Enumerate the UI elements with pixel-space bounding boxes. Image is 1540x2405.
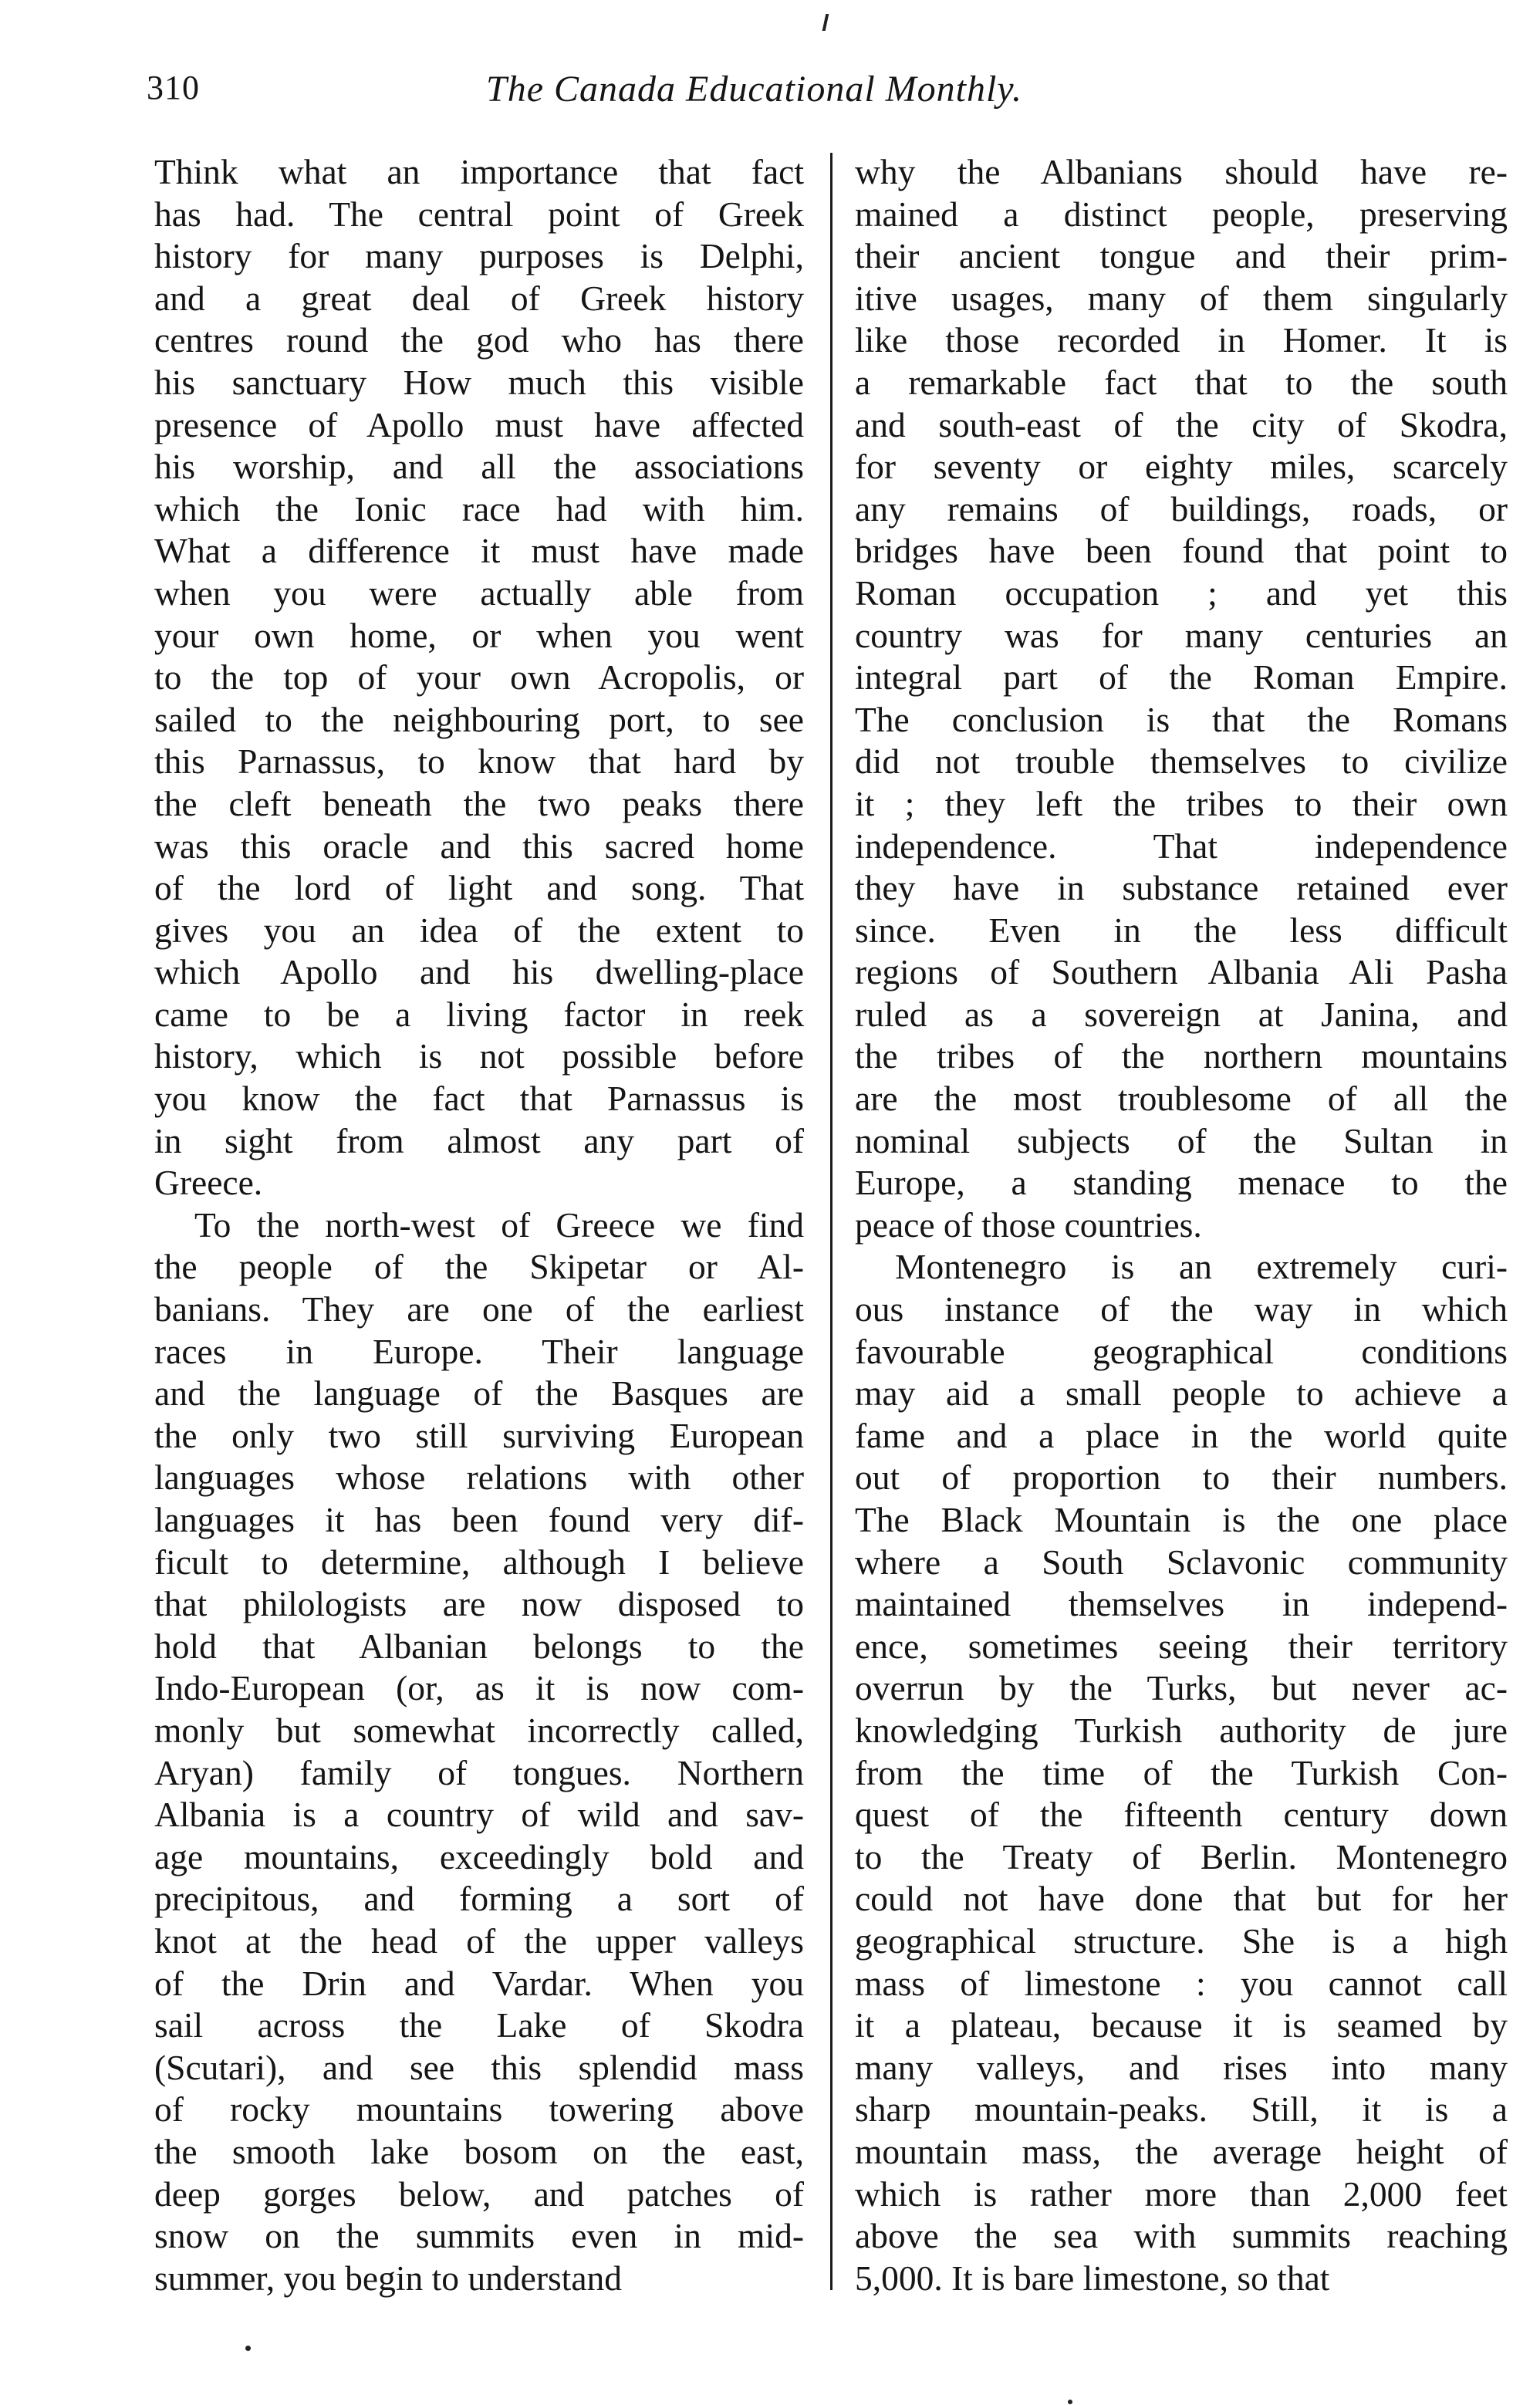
text-line: knot at the head of the upper valleys	[154, 1920, 804, 1961]
text-line: mained a distinct people, preserving	[855, 194, 1508, 234]
text-line: the smooth lake bosom on the east,	[154, 2131, 804, 2171]
text-line: sail across the Lake of Skodra	[154, 2005, 804, 2045]
text-line: ence, sometimes seeing their territory	[855, 1626, 1508, 1666]
text-line: geographical structure. She is a high	[855, 1920, 1508, 1961]
text-line: your own home, or when you went	[154, 615, 804, 655]
text-line: deep gorges below, and patches of	[154, 2174, 804, 2214]
text-line: the people of the Skipetar or Al-	[154, 1247, 804, 1287]
text-line: 5,000. It is bare limestone, so that	[855, 2258, 1330, 2298]
text-line: centres round the god who has there	[154, 320, 804, 360]
text-line: you know the fact that Parnassus is	[154, 1079, 804, 1119]
text-line: languages whose relations with other	[154, 1458, 804, 1498]
text-line: sailed to the neighbouring port, to see	[154, 699, 804, 739]
text-line: they have in substance retained ever	[855, 868, 1508, 908]
text-line: to the Treaty of Berlin. Montenegro	[855, 1836, 1508, 1876]
text-line: gives you an idea of the extent to	[154, 910, 804, 950]
text-line: came to be a living factor in reek	[154, 994, 804, 1034]
text-line: mass of limestone : you cannot call	[855, 1963, 1508, 2003]
text-line: hold that Albanian belongs to the	[154, 1626, 804, 1666]
text-line: of rocky mountains towering above	[154, 2089, 804, 2130]
text-line: independence. That independence	[855, 826, 1508, 866]
page-header	[147, 68, 1354, 122]
text-line: like those recorded in Homer. It is	[855, 320, 1508, 360]
text-line: ous instance of the way in which	[855, 1289, 1508, 1329]
text-line: fame and a place in the world quite	[855, 1415, 1508, 1455]
text-line: to the top of your own Acropolis, or	[154, 657, 804, 698]
text-line: country was for many centuries an	[855, 615, 1508, 655]
text-line: quest of the fifteenth century down	[855, 1795, 1508, 1835]
text-line: Indo-European (or, as it is now com-	[154, 1668, 804, 1708]
text-line: maintained themselves in independ-	[855, 1584, 1508, 1624]
text-line: their ancient tongue and their prim-	[855, 236, 1508, 276]
text-line: favourable geographical conditions	[855, 1331, 1508, 1371]
text-line: his worship, and all the associations	[154, 447, 804, 487]
text-line: any remains of buildings, roads, or	[855, 488, 1508, 529]
text-line: mountain mass, the average height of	[855, 2131, 1508, 2171]
text-line: of the lord of light and song. That	[154, 868, 804, 908]
text-line: it ; they left the tribes to their own	[855, 783, 1508, 823]
text-line: history for many purposes is Delphi,	[154, 236, 804, 276]
text-line: nominal subjects of the Sultan in	[855, 1120, 1508, 1160]
text-line: Think what an importance that fact	[154, 152, 804, 191]
text-line: precipitous, and forming a sort of	[154, 1879, 804, 1919]
text-line: that philologists are now disposed to	[154, 1584, 804, 1624]
running-title: The Canada Educational Monthly.	[486, 69, 1022, 110]
text-line: a remarkable fact that to the south	[855, 362, 1508, 402]
text-line: why the Albanians should have re-	[855, 152, 1508, 191]
text-line: this Parnassus, to know that hard by	[154, 741, 804, 782]
text-line: ruled as a sovereign at Janina, and	[855, 994, 1508, 1034]
text-line: Montenegro is an extremely curi-	[895, 1247, 1508, 1287]
text-line: (Scutari), and see this splendid mass	[154, 2047, 804, 2087]
text-line: Roman occupation ; and yet this	[855, 573, 1508, 613]
text-line: of the Drin and Vardar. When you	[154, 1963, 804, 2003]
text-line: did not trouble themselves to civilize	[855, 741, 1508, 782]
text-line: Aryan) family of tongues. Northern	[154, 1752, 804, 1792]
right-column	[855, 151, 1508, 2298]
text-line: the only two still surviving European	[154, 1415, 804, 1455]
text-line: which the Ionic race had with him.	[154, 488, 804, 529]
text-line: sharp mountain-peaks. Still, it is a	[855, 2089, 1508, 2130]
text-line: out of proportion to their numbers.	[855, 1458, 1508, 1498]
text-line: since. Even in the less difficult	[855, 910, 1508, 950]
text-line: snow on the summits even in mid-	[154, 2216, 804, 2256]
text-line: are the most troublesome of all the	[855, 1079, 1508, 1119]
text-line: in sight from almost any part of	[154, 1120, 804, 1160]
text-line: and the language of the Basques are	[154, 1373, 804, 1414]
column-divider	[830, 153, 832, 2290]
print-speck	[245, 2346, 251, 2351]
page-number: 310	[147, 69, 200, 106]
text-line: was this oracle and this sacred home	[154, 826, 804, 866]
text-line: when you were actually able from	[154, 573, 804, 613]
text-line: age mountains, exceedingly bold and	[154, 1836, 804, 1876]
printer-mark	[822, 14, 829, 31]
text-line: integral part of the Roman Empire.	[855, 657, 1508, 698]
text-line: has had. The central point of Greek	[154, 194, 804, 234]
text-line: What a difference it must have made	[154, 531, 804, 571]
text-line: the cleft beneath the two peaks there	[154, 783, 804, 823]
text-line: knowledging Turkish authority de jure	[855, 1710, 1508, 1750]
text-line: may aid a small people to achieve a	[855, 1373, 1508, 1414]
text-line: and south-east of the city of Skodra,	[855, 404, 1508, 444]
text-line: which Apollo and his dwelling-place	[154, 952, 804, 992]
text-line: ficult to determine, although I believe	[154, 1542, 804, 1582]
text-line: many valleys, and rises into many	[855, 2047, 1508, 2087]
text-line: banians. They are one of the earliest	[154, 1289, 804, 1329]
text-line: The Black Mountain is the one place	[855, 1500, 1508, 1539]
text-line: for seventy or eighty miles, scarcely	[855, 447, 1508, 487]
text-line: it a plateau, because it is seamed by	[855, 2005, 1508, 2045]
text-line: Europe, a standing menace to the	[855, 1163, 1508, 1203]
text-line: which is rather more than 2,000 feet	[855, 2174, 1508, 2214]
text-line: presence of Apollo must have affected	[154, 404, 804, 444]
text-line: The conclusion is that the Romans	[855, 699, 1508, 739]
text-line: languages it has been found very dif-	[154, 1500, 804, 1539]
text-line: monly but somewhat incorrectly called,	[154, 1710, 804, 1750]
text-line: from the time of the Turkish Con-	[855, 1752, 1508, 1792]
text-line: history, which is not possible before	[154, 1036, 804, 1076]
text-line: the tribes of the northern mountains	[855, 1036, 1508, 1076]
text-line: summer, you begin to understand	[154, 2258, 623, 2298]
text-line: and a great deal of Greek history	[154, 278, 804, 318]
text-line: Albania is a country of wild and sav-	[154, 1795, 804, 1835]
left-column	[154, 151, 804, 2298]
text-line: his sanctuary How much this visible	[154, 362, 804, 402]
text-line: could not have done that but for her	[855, 1879, 1508, 1919]
text-line: races in Europe. Their language	[154, 1331, 804, 1371]
text-line: itive usages, many of them singularly	[855, 278, 1508, 318]
text-line: Greece.	[154, 1163, 263, 1203]
text-line: above the sea with summits reaching	[855, 2216, 1508, 2256]
text-line: bridges have been found that point to	[855, 531, 1508, 571]
text-line: To the north-west of Greece we find	[194, 1204, 804, 1245]
print-speck	[1068, 2400, 1072, 2404]
text-line: regions of Southern Albania Ali Pasha	[855, 952, 1508, 992]
text-line: where a South Sclavonic community	[855, 1542, 1508, 1582]
text-line: peace of those countries.	[855, 1204, 1202, 1245]
text-line: overrun by the Turks, but never ac-	[855, 1668, 1508, 1708]
